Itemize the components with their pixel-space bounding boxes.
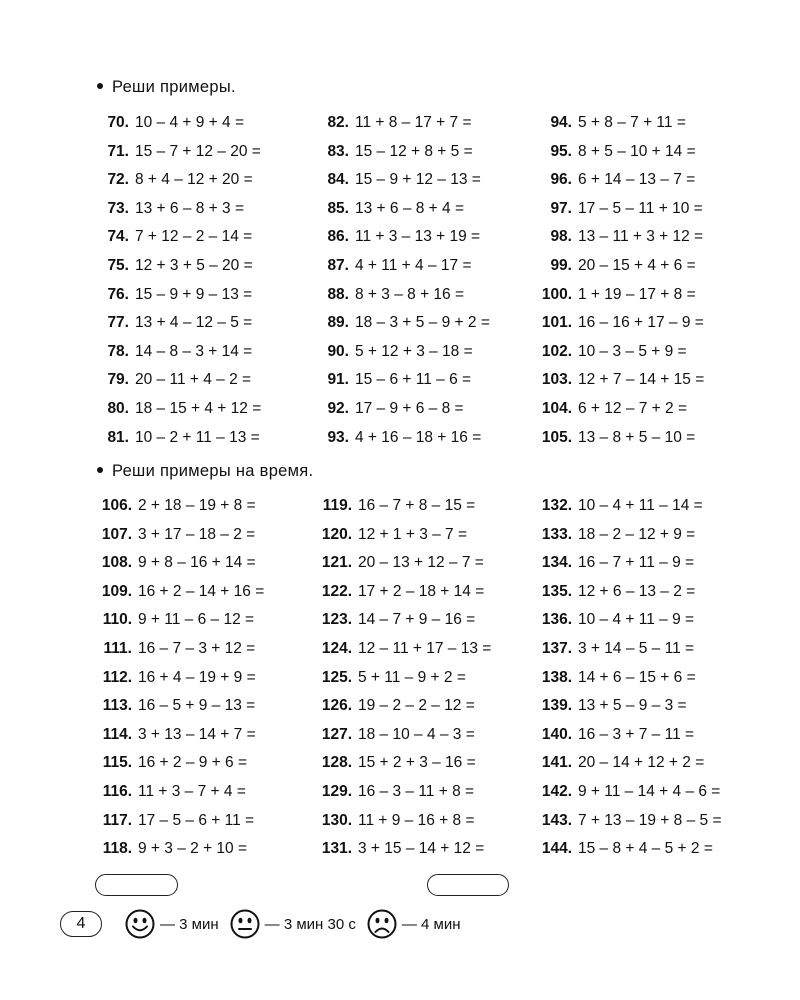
exercise-number: 108. bbox=[101, 554, 132, 572]
legend-text-happy: — 3 мин bbox=[160, 915, 219, 933]
exercise-expression: 11 + 9 – 16 + 8 = bbox=[358, 811, 475, 829]
exercise-expression: 15 + 2 + 3 – 16 = bbox=[358, 754, 476, 772]
exercise-expression: 10 – 3 – 5 + 9 = bbox=[578, 342, 687, 360]
exercise-expression: 8 + 4 – 12 + 20 = bbox=[135, 171, 253, 189]
time-answer-box-2[interactable] bbox=[427, 874, 509, 896]
exercise-number: 98. bbox=[550, 228, 572, 246]
exercise-row bbox=[97, 309, 261, 338]
exercise-number: 122. bbox=[321, 582, 352, 600]
exercise-expression: 14 – 7 + 9 – 16 = bbox=[358, 611, 476, 629]
exercise-row bbox=[92, 721, 264, 750]
exercise-expression: 16 – 7 + 8 – 15 = bbox=[358, 497, 476, 514]
exercise-expression: 8 + 5 – 10 + 14 = bbox=[578, 142, 696, 160]
exercise-row bbox=[92, 807, 264, 836]
exercise-row bbox=[532, 366, 704, 395]
exercise-expression: 12 – 11 + 17 – 13 = bbox=[358, 639, 492, 657]
section-1-column-2 bbox=[317, 109, 490, 452]
section-1-heading: Реши примеры. bbox=[97, 78, 236, 97]
exercise-expression: 9 + 8 – 16 + 14 = bbox=[138, 554, 256, 572]
bullet-icon bbox=[97, 83, 103, 89]
exercise-row bbox=[317, 395, 490, 424]
exercise-row bbox=[92, 521, 264, 550]
exercise-row bbox=[532, 166, 704, 195]
exercise-row bbox=[317, 424, 490, 453]
exercise-row bbox=[97, 366, 261, 395]
exercise-number: 87. bbox=[327, 256, 349, 274]
exercise-number: 93. bbox=[327, 428, 349, 446]
exercise-expression: 11 + 3 – 7 + 4 = bbox=[138, 782, 246, 800]
exercise-number: 141. bbox=[541, 754, 572, 772]
footer bbox=[60, 908, 470, 940]
exercise-row bbox=[312, 578, 491, 607]
exercise-number: 142. bbox=[541, 782, 572, 800]
exercise-number: 109. bbox=[101, 582, 132, 600]
exercise-expression: 12 + 1 + 3 – 7 = bbox=[358, 525, 468, 543]
exercise-expression: 16 + 2 – 9 + 6 = bbox=[138, 754, 248, 772]
exercise-expression: 12 + 7 – 14 + 15 = bbox=[578, 371, 705, 389]
exercise-row bbox=[92, 635, 264, 664]
exercise-row bbox=[532, 749, 722, 778]
exercise-expression: 3 + 17 – 18 – 2 = bbox=[138, 525, 256, 543]
sad-face-icon bbox=[366, 908, 398, 940]
happy-face-icon bbox=[124, 908, 156, 940]
exercise-expression: 16 – 7 + 11 – 9 = bbox=[578, 554, 695, 572]
exercise-number: 113. bbox=[102, 697, 132, 715]
exercise-expression: 20 – 11 + 4 – 2 = bbox=[135, 371, 252, 389]
exercise-row bbox=[317, 252, 490, 281]
exercise-expression: 18 – 3 + 5 – 9 + 2 = bbox=[355, 314, 490, 332]
exercise-number: 107. bbox=[101, 525, 132, 543]
exercise-number: 130. bbox=[321, 811, 352, 829]
exercise-expression: 6 + 12 – 7 + 2 = bbox=[578, 399, 688, 417]
exercise-expression: 10 – 2 + 11 – 13 = bbox=[135, 428, 260, 446]
exercise-row bbox=[532, 606, 722, 635]
exercise-number: 105. bbox=[541, 428, 572, 446]
exercise-row bbox=[97, 424, 261, 453]
exercise-number: 138. bbox=[541, 668, 572, 686]
exercise-number: 89. bbox=[327, 314, 349, 332]
exercise-row bbox=[532, 835, 722, 864]
exercise-row bbox=[312, 664, 491, 693]
exercise-row bbox=[532, 664, 722, 693]
exercise-row bbox=[532, 578, 722, 607]
exercise-expression: 15 – 6 + 11 – 6 = bbox=[355, 371, 472, 389]
exercise-row bbox=[317, 223, 490, 252]
legend-text-neutral: — 3 мин 30 с bbox=[264, 915, 356, 933]
exercise-number: 134. bbox=[541, 554, 572, 572]
exercise-row bbox=[532, 223, 704, 252]
exercise-expression: 13 – 8 + 5 – 10 = bbox=[578, 428, 696, 446]
exercise-expression: 3 + 15 – 14 + 12 = bbox=[358, 840, 485, 858]
exercise-number: 110. bbox=[102, 611, 132, 629]
exercise-number: 111. bbox=[103, 639, 132, 657]
exercise-expression: 20 – 14 + 12 + 2 = bbox=[578, 754, 705, 772]
exercise-number: 118. bbox=[102, 840, 132, 858]
exercise-number: 92. bbox=[327, 399, 349, 417]
exercise-row bbox=[97, 223, 261, 252]
exercise-expression: 20 – 13 + 12 – 7 = bbox=[358, 554, 484, 572]
exercise-number: 128. bbox=[321, 754, 352, 772]
section-1-column-1 bbox=[97, 109, 261, 452]
exercise-expression: 5 + 8 – 7 + 11 = bbox=[578, 114, 686, 131]
exercise-number: 81. bbox=[107, 428, 129, 446]
time-answer-box-1[interactable] bbox=[95, 874, 178, 896]
exercise-expression: 17 + 2 – 18 + 14 = bbox=[358, 582, 485, 600]
exercise-expression: 11 + 3 – 13 + 19 = bbox=[355, 228, 481, 246]
exercise-number: 85. bbox=[327, 199, 349, 217]
exercise-row bbox=[97, 281, 261, 310]
exercise-number: 97. bbox=[550, 199, 572, 217]
section-1-column-3 bbox=[532, 109, 704, 452]
exercise-row bbox=[317, 195, 490, 224]
exercise-number: 135. bbox=[541, 582, 572, 600]
exercise-number: 114. bbox=[102, 725, 132, 743]
exercise-expression: 10 – 4 + 9 + 4 = bbox=[135, 114, 245, 131]
exercise-row bbox=[317, 166, 490, 195]
exercise-row bbox=[532, 721, 722, 750]
exercise-expression: 6 + 14 – 13 – 7 = bbox=[578, 171, 696, 189]
section-2-column-3 bbox=[532, 492, 722, 864]
exercise-expression: 13 + 5 – 9 – 3 = bbox=[578, 697, 687, 715]
exercise-row bbox=[532, 521, 722, 550]
exercise-number: 103. bbox=[541, 371, 572, 389]
exercise-expression: 7 + 12 – 2 – 14 = bbox=[135, 228, 253, 246]
exercise-row bbox=[97, 109, 261, 138]
exercise-expression: 9 + 11 – 14 + 4 – 6 = bbox=[578, 782, 721, 800]
exercise-row bbox=[97, 395, 261, 424]
exercise-expression: 14 – 8 – 3 + 14 = bbox=[135, 342, 253, 360]
exercise-expression: 16 – 7 – 3 + 12 = bbox=[138, 639, 256, 657]
exercise-number: 133. bbox=[541, 525, 572, 543]
exercise-number: 143. bbox=[541, 811, 572, 829]
exercise-expression: 13 + 4 – 12 – 5 = bbox=[135, 314, 253, 332]
exercise-number: 76. bbox=[107, 285, 129, 303]
legend-text-sad: — 4 мин bbox=[401, 915, 461, 933]
section-2-heading: Реши примеры на время. bbox=[97, 462, 313, 481]
exercise-number: 120. bbox=[321, 525, 352, 543]
exercise-expression: 7 + 13 – 19 + 8 – 5 = bbox=[578, 811, 722, 829]
exercise-row bbox=[532, 492, 722, 521]
exercise-expression: 3 + 14 – 5 – 11 = bbox=[578, 639, 695, 657]
exercise-number: 127. bbox=[321, 725, 352, 743]
exercise-expression: 4 + 16 – 18 + 16 = bbox=[355, 428, 482, 446]
exercise-row bbox=[97, 195, 261, 224]
exercise-expression: 20 – 15 + 4 + 6 = bbox=[578, 256, 696, 274]
exercise-row bbox=[317, 138, 490, 167]
exercise-row bbox=[317, 281, 490, 310]
exercise-row bbox=[312, 721, 491, 750]
exercise-expression: 15 – 12 + 8 + 5 = bbox=[355, 142, 473, 160]
exercise-number: 119. bbox=[322, 497, 352, 514]
exercise-expression: 10 – 4 + 11 – 14 = bbox=[578, 497, 703, 514]
exercise-row bbox=[532, 395, 704, 424]
exercise-expression: 18 – 2 – 12 + 9 = bbox=[578, 525, 696, 543]
exercise-expression: 17 – 5 – 6 + 11 = bbox=[138, 811, 255, 829]
exercise-row bbox=[312, 549, 491, 578]
section-2-column-1 bbox=[92, 492, 264, 864]
exercise-row bbox=[312, 521, 491, 550]
exercise-row bbox=[92, 606, 264, 635]
exercise-row bbox=[312, 835, 491, 864]
exercise-row bbox=[317, 309, 490, 338]
exercise-number: 125. bbox=[321, 668, 352, 686]
exercise-row bbox=[532, 138, 704, 167]
exercise-row bbox=[312, 492, 491, 521]
exercise-number: 144. bbox=[541, 840, 572, 858]
exercise-row bbox=[97, 166, 261, 195]
exercise-number: 124. bbox=[321, 639, 352, 657]
exercise-expression: 13 – 11 + 3 + 12 = bbox=[578, 228, 704, 246]
exercise-row bbox=[532, 281, 704, 310]
exercise-number: 83. bbox=[327, 142, 349, 160]
exercise-number: 90. bbox=[327, 342, 349, 360]
exercise-expression: 17 – 5 – 11 + 10 = bbox=[578, 199, 703, 217]
exercise-number: 112. bbox=[102, 668, 132, 686]
exercise-row bbox=[92, 549, 264, 578]
exercise-expression: 4 + 11 + 4 – 17 = bbox=[355, 256, 472, 274]
exercise-number: 100. bbox=[541, 285, 572, 303]
exercise-number: 106. bbox=[101, 497, 132, 514]
exercise-number: 116. bbox=[102, 782, 132, 800]
exercise-number: 88. bbox=[327, 285, 349, 303]
exercise-number: 123. bbox=[321, 611, 352, 629]
exercise-row bbox=[97, 138, 261, 167]
exercise-row bbox=[317, 338, 490, 367]
exercise-row bbox=[312, 749, 491, 778]
exercise-expression: 5 + 11 – 9 + 2 = bbox=[358, 668, 466, 686]
exercise-row bbox=[532, 338, 704, 367]
exercise-expression: 15 – 9 + 12 – 13 = bbox=[355, 171, 481, 189]
page-number: 4 bbox=[60, 911, 102, 937]
exercise-row bbox=[312, 635, 491, 664]
exercise-expression: 3 + 13 – 14 + 7 = bbox=[138, 725, 256, 743]
exercise-row bbox=[92, 835, 264, 864]
exercise-number: 78. bbox=[107, 342, 129, 360]
exercise-number: 74. bbox=[107, 228, 129, 246]
exercise-number: 117. bbox=[102, 811, 132, 829]
exercise-number: 129. bbox=[321, 782, 352, 800]
exercise-row bbox=[97, 252, 261, 281]
exercise-expression: 16 – 3 – 11 + 8 = bbox=[358, 782, 475, 800]
exercise-expression: 13 + 6 – 8 + 4 = bbox=[355, 199, 465, 217]
exercise-expression: 15 – 8 + 4 – 5 + 2 = bbox=[578, 840, 713, 858]
exercise-row bbox=[532, 195, 704, 224]
exercise-number: 136. bbox=[541, 611, 572, 629]
exercise-number: 121. bbox=[321, 554, 352, 572]
exercise-expression: 16 + 4 – 19 + 9 = bbox=[138, 668, 256, 686]
exercise-number: 91. bbox=[327, 371, 349, 389]
exercise-number: 70. bbox=[107, 114, 129, 131]
exercise-row bbox=[532, 424, 704, 453]
exercise-number: 99. bbox=[550, 256, 572, 274]
exercise-row bbox=[92, 692, 264, 721]
exercise-row bbox=[317, 366, 490, 395]
exercise-number: 80. bbox=[107, 399, 129, 417]
exercise-expression: 11 + 8 – 17 + 7 = bbox=[355, 114, 472, 131]
exercise-number: 94. bbox=[550, 114, 572, 131]
exercise-row bbox=[92, 664, 264, 693]
exercise-expression: 16 – 5 + 9 – 13 = bbox=[138, 697, 256, 715]
exercise-expression: 9 + 3 – 2 + 10 = bbox=[138, 840, 248, 858]
exercise-number: 131. bbox=[321, 840, 352, 858]
exercise-row bbox=[312, 778, 491, 807]
exercise-number: 75. bbox=[107, 256, 129, 274]
exercise-number: 72. bbox=[107, 171, 129, 189]
exercise-number: 95. bbox=[550, 142, 572, 160]
exercise-expression: 16 – 3 + 7 – 11 = bbox=[578, 725, 695, 743]
exercise-row bbox=[532, 549, 722, 578]
exercise-expression: 14 + 6 – 15 + 6 = bbox=[578, 668, 696, 686]
exercise-row bbox=[532, 109, 704, 138]
exercise-row bbox=[532, 252, 704, 281]
exercise-row bbox=[532, 309, 704, 338]
exercise-number: 96. bbox=[550, 171, 572, 189]
section-2-column-2 bbox=[312, 492, 491, 864]
exercise-number: 82. bbox=[327, 114, 349, 131]
exercise-row bbox=[312, 807, 491, 836]
exercise-number: 102. bbox=[541, 342, 572, 360]
exercise-number: 86. bbox=[327, 228, 349, 246]
exercise-number: 126. bbox=[321, 697, 352, 715]
exercise-expression: 1 + 19 – 17 + 8 = bbox=[578, 285, 696, 303]
exercise-number: 73. bbox=[107, 199, 129, 217]
exercise-number: 79. bbox=[107, 371, 129, 389]
exercise-expression: 15 – 7 + 12 – 20 = bbox=[135, 142, 261, 160]
exercise-row bbox=[317, 109, 490, 138]
exercise-number: 140. bbox=[541, 725, 572, 743]
exercise-row bbox=[92, 578, 264, 607]
bullet-icon bbox=[97, 467, 103, 473]
exercise-expression: 16 – 16 + 17 – 9 = bbox=[578, 314, 704, 332]
exercise-expression: 10 – 4 + 11 – 9 = bbox=[578, 611, 695, 629]
exercise-row bbox=[97, 338, 261, 367]
exercise-row bbox=[532, 692, 722, 721]
exercise-row bbox=[532, 635, 722, 664]
exercise-expression: 12 + 6 – 13 – 2 = bbox=[578, 582, 696, 600]
exercise-number: 77. bbox=[107, 314, 129, 332]
exercise-row bbox=[312, 692, 491, 721]
exercise-expression: 18 – 15 + 4 + 12 = bbox=[135, 399, 262, 417]
exercise-number: 115. bbox=[102, 754, 132, 772]
exercise-number: 104. bbox=[541, 399, 572, 417]
exercise-expression: 17 – 9 + 6 – 8 = bbox=[355, 399, 464, 417]
exercise-row bbox=[312, 606, 491, 635]
neutral-face-icon bbox=[229, 908, 261, 940]
exercise-expression: 2 + 18 – 19 + 8 = bbox=[138, 497, 256, 514]
exercise-number: 137. bbox=[541, 639, 572, 657]
exercise-expression: 9 + 11 – 6 – 12 = bbox=[138, 611, 255, 629]
exercise-expression: 16 + 2 – 14 + 16 = bbox=[138, 582, 265, 600]
exercise-row bbox=[92, 492, 264, 521]
exercise-row bbox=[532, 807, 722, 836]
exercise-row bbox=[92, 778, 264, 807]
exercise-expression: 5 + 12 + 3 – 18 = bbox=[355, 342, 473, 360]
exercise-expression: 18 – 10 – 4 – 3 = bbox=[358, 725, 475, 743]
exercise-number: 84. bbox=[327, 171, 349, 189]
exercise-number: 139. bbox=[541, 697, 572, 715]
exercise-number: 132. bbox=[541, 497, 572, 514]
exercise-expression: 19 – 2 – 2 – 12 = bbox=[358, 697, 475, 715]
exercise-number: 71. bbox=[107, 142, 129, 160]
exercise-row bbox=[92, 749, 264, 778]
exercise-row bbox=[532, 778, 722, 807]
exercise-expression: 12 + 3 + 5 – 20 = bbox=[135, 256, 253, 274]
exercise-expression: 15 – 9 + 9 – 13 = bbox=[135, 285, 253, 303]
exercise-number: 101. bbox=[541, 314, 572, 332]
exercise-expression: 8 + 3 – 8 + 16 = bbox=[355, 285, 465, 303]
exercise-expression: 13 + 6 – 8 + 3 = bbox=[135, 199, 245, 217]
